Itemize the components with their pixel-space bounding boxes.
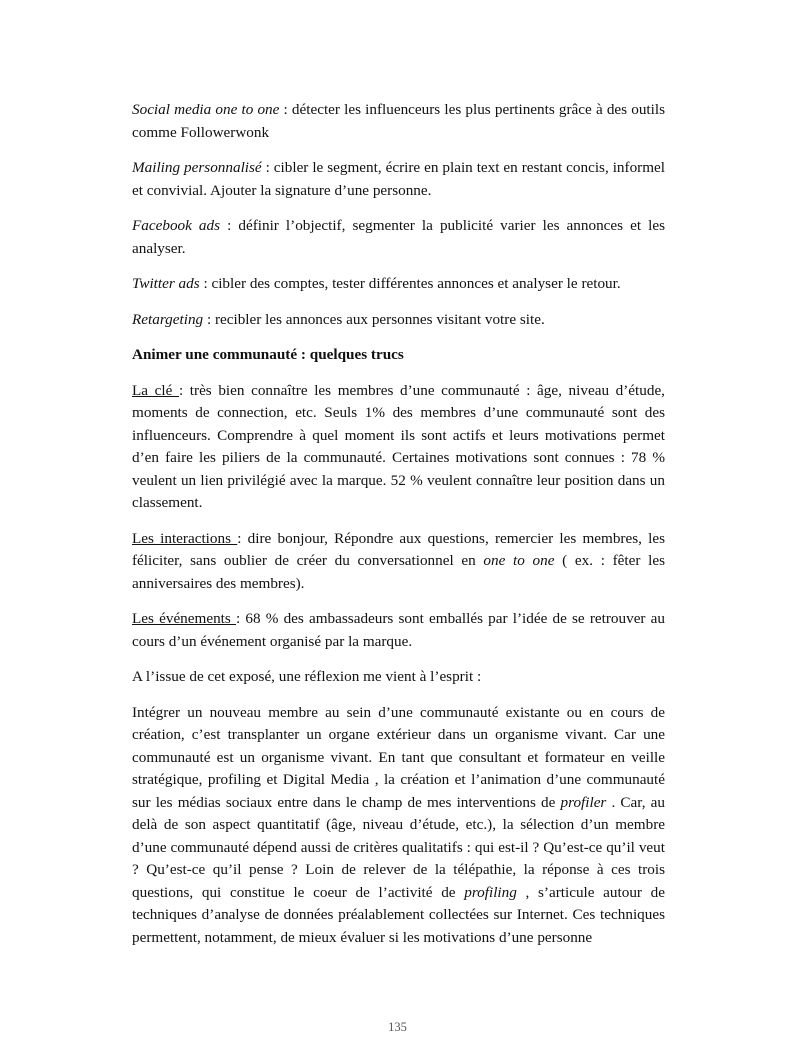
text-retargeting: : recibler les annonces aux personnes visitant votre site. <box>203 310 545 328</box>
term-mailing: Mailing personnalisé <box>132 159 262 176</box>
text-final-part2: . Car, au delà de son aspect quantitatif (âge, niveau d’étude, etc.), la sélection d’un membre d’une communauté dépend aussi de critères qualitatifs : qui est-il ? Qu’est-ce qu’il veut ? Qu’est-ce qu’il pense ? Loin de relever de la télépathie, la réponse à ces trois questions, qui constitue le coeur de l’activité de <box>132 793 666 901</box>
paragraph-interactions <box>132 528 665 596</box>
text-final-part1: Intégrer un nouveau membre au sein d’une communauté existante ou en cours de création, c’est transplanter un organe extérieur dans un organisme vivant. Car une communauté est un organisme vivant. En tant que consultant et formateur en veille stratégique, profiling et Digital Media , la création et l’animation d’une communauté sur les médias sociaux entre dans le champ de mes interventions de <box>132 703 665 811</box>
term-profiler: profiler <box>560 793 607 811</box>
text-twitter-ads: : cibler des comptes, tester différentes annonces et analyser le retour. <box>199 275 621 292</box>
text-interactions-before: : dire bonjour, Répondre aux questions, remercier les membres, les féliciter, sans oublier de créer du conversationnel en <box>132 529 666 569</box>
term-facebook-ads: Facebook ads <box>132 217 221 234</box>
term-one-to-one: one to one <box>483 552 555 569</box>
paragraph-facebook-ads <box>132 215 665 260</box>
paragraph-mailing <box>132 157 665 202</box>
label-la-cle: La clé <box>132 381 179 399</box>
term-retargeting: Retargeting <box>132 310 204 328</box>
label-evenements: Les événements <box>132 610 236 627</box>
paragraph-final <box>132 702 665 950</box>
term-social-media: Social media one to one <box>132 101 280 118</box>
document-page <box>132 99 665 962</box>
text-la-cle: : très bien connaître les membres d’une communauté : âge, niveau d’étude, moments de connection, etc. Seuls 1% des membres d’une communauté sont des influenceurs. Comprendre à quel moment ils sont actifs et leurs motivations permet d’en faire les piliers de la communauté. Certaines motivations sont connues : 78 % veulent un lien privilégié avec la marque. 52 % veulent connaître leur position dans un classement. <box>132 381 665 511</box>
text-mailing: : cibler le segment, écrire en plain text en restant concis, informel et convivial. Ajouter la signature d’une personne. <box>132 159 666 199</box>
text-final-part3: , s’articule autour de techniques d’analyse de données préalablement collectées sur Internet. Ces techniques permettent, notamment, de mieux évaluer si les motivations d’une personne <box>132 883 665 946</box>
page-number: 135 <box>388 1020 407 1034</box>
paragraph-twitter-ads <box>132 273 665 296</box>
paragraph-evenements <box>132 608 665 653</box>
text-interactions-after: ( ex. : fêter les anniversaires des membres). <box>132 552 665 592</box>
paragraph-retargeting <box>132 309 665 332</box>
text-evenements: : 68 % des ambassadeurs sont emballés par l’idée de se retrouver au cours d’un événement organisé par la marque. <box>132 610 666 650</box>
text-social-media: : détecter les influenceurs les plus pertinents grâce à des outils comme Followerwonk <box>132 101 665 141</box>
term-profiling: profiling <box>464 883 517 901</box>
text-facebook-ads: : définir l’objectif, segmenter la publicité varier les annonces et les analyser. <box>132 217 666 257</box>
paragraph-la-cle <box>132 380 665 515</box>
label-interactions: Les interactions <box>132 529 238 547</box>
section-heading: Animer une communauté : quelques trucs <box>132 346 404 363</box>
paragraph-intro: A l’issue de cet exposé, une réflexion me vient à l’esprit : <box>132 668 482 685</box>
paragraph-social-media <box>132 99 665 144</box>
term-twitter-ads: Twitter ads <box>132 275 200 292</box>
